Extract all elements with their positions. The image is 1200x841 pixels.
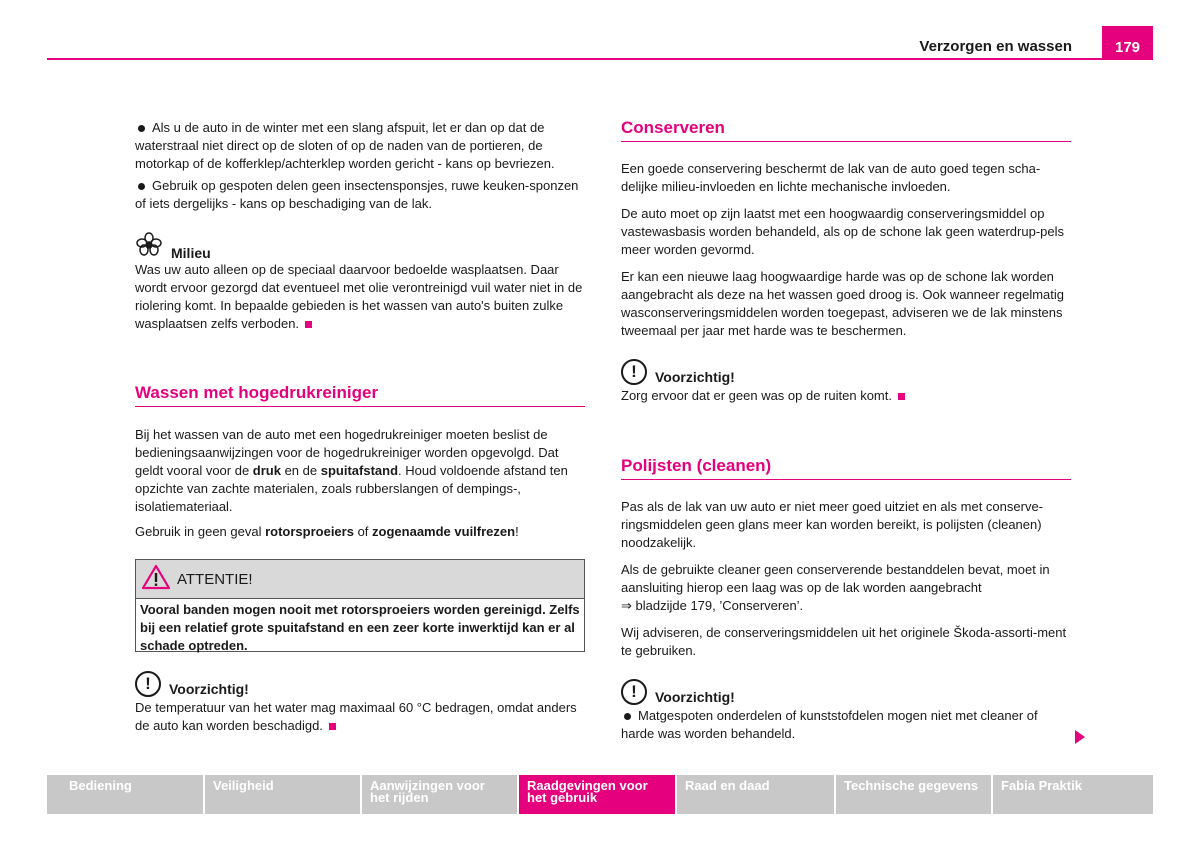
left-bullets bbox=[135, 119, 585, 213]
caution-note-right-2 bbox=[621, 679, 1071, 743]
paragraph: Wij adviseren, de conserveringsmiddelen uit het originele Škoda-assorti-ment te gebruiken. bbox=[621, 625, 1067, 658]
paragraph: Bij het wassen van de auto met een hogedrukreiniger moeten beslist de bedieningsaanwijzingen voor de hogedrukreiniger worden opgevolgd. Dat geldt vooral voor de druk en de spuitafstand. Houd voldoende afstand ten opzichte van zachte materialen, zoals rubberslangen of dempings-, isolatiemateriaal. bbox=[135, 427, 568, 514]
flower-icon bbox=[135, 232, 163, 261]
bullet-icon bbox=[624, 713, 631, 720]
milieu-note bbox=[135, 232, 585, 333]
caution-title-row bbox=[135, 671, 585, 697]
paragraph: Als de gebruikte cleaner geen conserverende bestanddelen bevat, moet in aansluiting hierop een laag was op de lak worden aangebracht ⇒ bladzijde 179, ’Conserveren’. bbox=[621, 562, 1050, 613]
exclamation-icon: ! bbox=[621, 359, 647, 385]
caution-text: De temperatuur van het water mag maximaal 60 °C bedragen, omdat anders de auto kan worden beschadigd. bbox=[135, 700, 577, 733]
milieu-title: Milieu bbox=[171, 245, 211, 261]
next-page-arrow-icon[interactable] bbox=[1075, 730, 1085, 744]
tab-raadgevingen[interactable]: Raadgevingen voor het gebruik bbox=[519, 775, 675, 814]
warning-header bbox=[136, 560, 584, 599]
list-item: Als u de auto in de winter met een slang afspuit, let er dan op dat de waterstraal niet direct op de sloten of op de naden van de portieren, de motorkap of de kofferklep/achterklep worden gericht - kans op bevriezen. bbox=[135, 120, 555, 171]
milieu-title-row bbox=[135, 232, 585, 261]
tab-bediening[interactable]: Bediening bbox=[47, 775, 203, 814]
bullet-icon bbox=[138, 125, 145, 132]
conserveren-body bbox=[621, 160, 1071, 340]
exclamation-icon: ! bbox=[621, 679, 647, 705]
tab-raad-en-daad[interactable]: Raad en daad bbox=[677, 775, 834, 814]
section-title-polijsten: Polijsten (cleanen) bbox=[621, 456, 1071, 480]
tab-veiligheid[interactable]: Veiligheid bbox=[205, 775, 360, 814]
caution-note-right-1 bbox=[621, 359, 1071, 405]
tab-aanwijzingen[interactable]: Aanwijzingen voor het rijden bbox=[362, 775, 517, 814]
warning-triangle-icon bbox=[141, 564, 171, 595]
paragraph: Een goede conservering beschermt de lak van de auto goed tegen scha-delijke milieu-invloeden en lichte mechanische invloeden. bbox=[621, 161, 1041, 194]
caution-title: Voorzichtig! bbox=[655, 369, 735, 385]
milieu-text: Was uw auto alleen op de speciaal daarvoor bedoelde wasplaatsen. Daar wordt ervoor gezorgd dat eventueel met olie verontreinigd vuil water niet in de riolering komt. In bepaalde gebieden is het wassen van auto's buiten zulke wasplaatsen zelfs verboden. bbox=[135, 262, 583, 331]
caution-title-row bbox=[621, 679, 1071, 705]
caution-text: Zorg ervoor dat er geen was op de ruiten komt. bbox=[621, 387, 1071, 405]
cross-reference-link[interactable]: bladzijde 179, ’Conserveren’. bbox=[631, 598, 804, 613]
caution-title: Voorzichtig! bbox=[169, 681, 249, 697]
tab-technische-gegevens[interactable]: Technische gegevens bbox=[836, 775, 991, 814]
page-header-title: Verzorgen en wassen bbox=[919, 38, 1072, 55]
header-rule bbox=[47, 58, 1153, 60]
list-item: Matgespoten onderdelen of kunststofdelen mogen niet met cleaner of harde was worden behandeld. bbox=[621, 708, 1038, 741]
polijsten-body bbox=[621, 498, 1071, 660]
caution-title: Voorzichtig! bbox=[655, 689, 735, 705]
bullet-icon bbox=[138, 183, 145, 190]
end-marker-icon bbox=[898, 393, 905, 400]
caution-note-left bbox=[135, 671, 585, 735]
exclamation-icon: ! bbox=[135, 671, 161, 697]
warning-text: Vooral banden mogen nooit met rotorsproeiers worden gereinigd. Zelfs bij een relatief grote spuitafstand en een zeer korte inwerktijd kan er al schade optreden. bbox=[140, 602, 580, 653]
paragraph: Pas als de lak van uw auto er niet meer goed uitziet en als met conserve-ringsmiddelen geen glans meer kan worden bereikt, is polijsten (cleanen) noodzakelijk. bbox=[621, 499, 1043, 550]
list-item: Gebruik op gespoten delen geen insectensponsjes, ruwe keuken-sponzen of iets dergelijks - kans op beschadiging van de lak. bbox=[135, 178, 579, 211]
cross-reference-arrow-icon: ⇒ bbox=[621, 598, 632, 613]
end-marker-icon bbox=[305, 321, 312, 328]
warning-box bbox=[135, 559, 585, 652]
paragraph: Er kan een nieuwe laag hoogwaardige harde was op de schone lak worden aangebracht als deze na het wassen goed droog is. Ook wanneer regelmatig wasconserveringsmiddelen worden toegepast, adviseren we de lak minstens tweemaal per jaar met harde was te beschermen. bbox=[621, 269, 1065, 338]
section-title-conserveren: Conserveren bbox=[621, 118, 1071, 142]
hogedruk-body bbox=[135, 426, 585, 541]
end-marker-icon bbox=[329, 723, 336, 730]
paragraph: Gebruik in geen geval rotorsproeiers of zogenaamde vuilfrezen! bbox=[135, 524, 519, 539]
section-title-hogedruk: Wassen met hogedrukreiniger bbox=[135, 383, 585, 407]
chapter-tab-bar bbox=[47, 775, 1153, 814]
tab-fabia-praktik[interactable]: Fabia Praktik bbox=[993, 775, 1153, 814]
caution-title-row bbox=[621, 359, 1071, 385]
paragraph: De auto moet op zijn laatst met een hoogwaardig conserveringsmiddel op vastewasbasis worden behandeld, als op de schone lak geen waterdrup-pels meer worden gevormd. bbox=[621, 206, 1065, 257]
page-number: 179 bbox=[1102, 26, 1153, 60]
warning-title: ATTENTIE! bbox=[177, 570, 253, 588]
